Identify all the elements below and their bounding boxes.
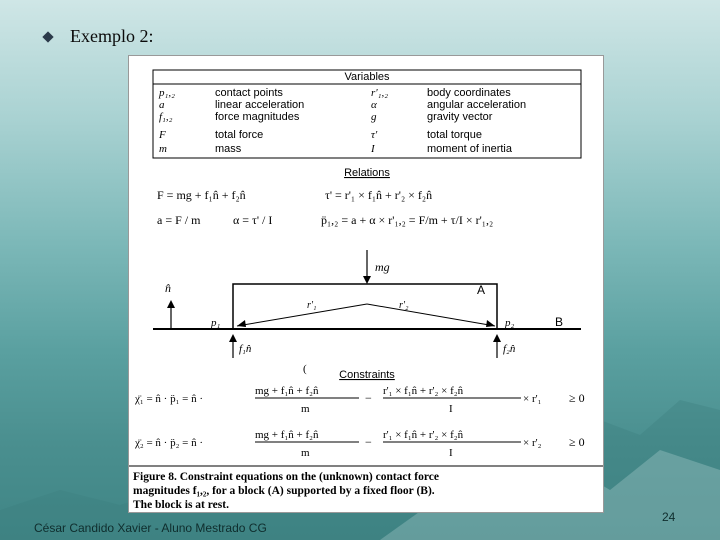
constraint-tail: × r'₂ xyxy=(523,437,542,449)
normal-label: n̂ xyxy=(165,281,171,295)
var-sym2: α xyxy=(371,99,377,111)
var-sym: a xyxy=(159,99,165,111)
r1-arrowhead xyxy=(237,320,246,327)
bullet-icon xyxy=(42,31,53,42)
page-number: 24 xyxy=(662,510,676,524)
p1-label: p₁ xyxy=(211,317,221,329)
r2-arrowhead xyxy=(486,320,495,327)
relations-header: Relations xyxy=(344,167,390,179)
relation-torque: τ' = r'₁ × f₁n̂ + r'₂ × f₂n̂ xyxy=(325,188,433,202)
block-diagram xyxy=(153,250,581,358)
var-desc2: gravity vector xyxy=(427,111,493,123)
svg-text:−: − xyxy=(365,391,372,405)
constraint-rel: ≥ 0 xyxy=(569,435,585,449)
constraints-header: Constraints xyxy=(339,369,395,381)
r1-label: r'₁ xyxy=(307,300,317,311)
constraint-num2: r'₁ × f₁n̂ + r'₂ × f₂n̂ xyxy=(383,385,464,397)
gravity-label: mg xyxy=(375,260,390,274)
variables-rows xyxy=(158,87,526,155)
constraint-tail: × r'₁ xyxy=(523,393,542,405)
var-sym: F xyxy=(159,129,166,141)
r2-vector xyxy=(367,304,495,326)
var-sym2: g xyxy=(371,111,377,123)
var-desc2: total torque xyxy=(427,129,483,141)
var-desc: total force xyxy=(215,129,264,141)
figure-panel xyxy=(128,55,604,513)
var-desc: force magnitudes xyxy=(215,111,300,123)
var-desc2: body coordinates xyxy=(427,87,511,99)
label-a: A xyxy=(477,283,486,297)
relation-accel: a = F / m xyxy=(157,213,201,227)
constraint-den2: I xyxy=(449,403,453,415)
caption-line-3: The block is at rest. xyxy=(133,499,229,511)
constraint-lhs: χ̈₁ = n̂ · p̈₁ = n̂ · xyxy=(135,393,204,405)
relation-force: F = mg + f₁n̂ + f₂n̂ xyxy=(157,188,246,202)
block-rect xyxy=(233,284,497,329)
var-sym2: τ' xyxy=(371,129,378,141)
f2-arrowhead xyxy=(493,334,501,342)
r1-vector xyxy=(237,304,367,326)
var-sym: f₁,₂ xyxy=(159,111,173,123)
f1-label: f₁n̂ xyxy=(239,343,252,355)
r2-label: r'₂ xyxy=(399,300,409,311)
label-b: B xyxy=(555,315,564,329)
var-desc2: moment of inertia xyxy=(427,143,512,155)
caption-line-1: Figure 8. Constraint equations on the (unknown) contact force xyxy=(133,471,439,483)
f1-arrowhead xyxy=(229,334,237,342)
slide-title: Exemplo 2: xyxy=(70,26,154,46)
caption-line-2: magnitudes f₁,₂, for a block (A) supported by a fixed floor (B). xyxy=(133,485,435,497)
var-sym: p₁,₂ xyxy=(159,87,175,99)
var-desc: contact points xyxy=(215,87,283,99)
constraint-den1: m xyxy=(301,403,310,415)
p2-label: p₂ xyxy=(505,317,515,329)
var-desc: linear acceleration xyxy=(215,99,305,111)
relation-contact-accel: p̈₁,₂ = a + α × r'₁,₂ = F/m + τ/I × r'₁,₂ xyxy=(321,213,494,227)
svg-text:(: ( xyxy=(303,363,307,375)
title-row xyxy=(44,26,154,47)
figure-svg xyxy=(129,56,604,513)
var-sym2: r'₁,₂ xyxy=(371,87,389,99)
constraint-row-2 xyxy=(134,429,585,459)
gravity-arrowhead xyxy=(363,276,371,284)
variables-header: Variables xyxy=(344,71,390,83)
constraint-lhs: χ̈₂ = n̂ · p̈₂ = n̂ · xyxy=(135,437,204,449)
constraint-den2: I xyxy=(449,447,453,459)
normal-arrowhead xyxy=(167,300,175,308)
constraint-rel: ≥ 0 xyxy=(569,391,585,405)
var-desc2: angular acceleration xyxy=(427,99,527,111)
var-sym2: I xyxy=(371,143,375,155)
footer-author: César Candido Xavier - Aluno Mestrado CG xyxy=(34,521,267,535)
f2-label: f₂n̂ xyxy=(503,343,516,355)
relation-angular: α = τ' / I xyxy=(233,213,273,227)
var-sym: m xyxy=(159,143,167,155)
constraint-num1: mg + f₁n̂ + f₂n̂ xyxy=(255,385,319,397)
constraint-num2: r'₁ × f₁n̂ + r'₂ × f₂n̂ xyxy=(383,429,464,441)
constraint-den1: m xyxy=(301,447,310,459)
svg-text:−: − xyxy=(365,435,372,449)
constraint-num1: mg + f₁n̂ + f₂n̂ xyxy=(255,429,319,441)
var-desc: mass xyxy=(215,143,242,155)
